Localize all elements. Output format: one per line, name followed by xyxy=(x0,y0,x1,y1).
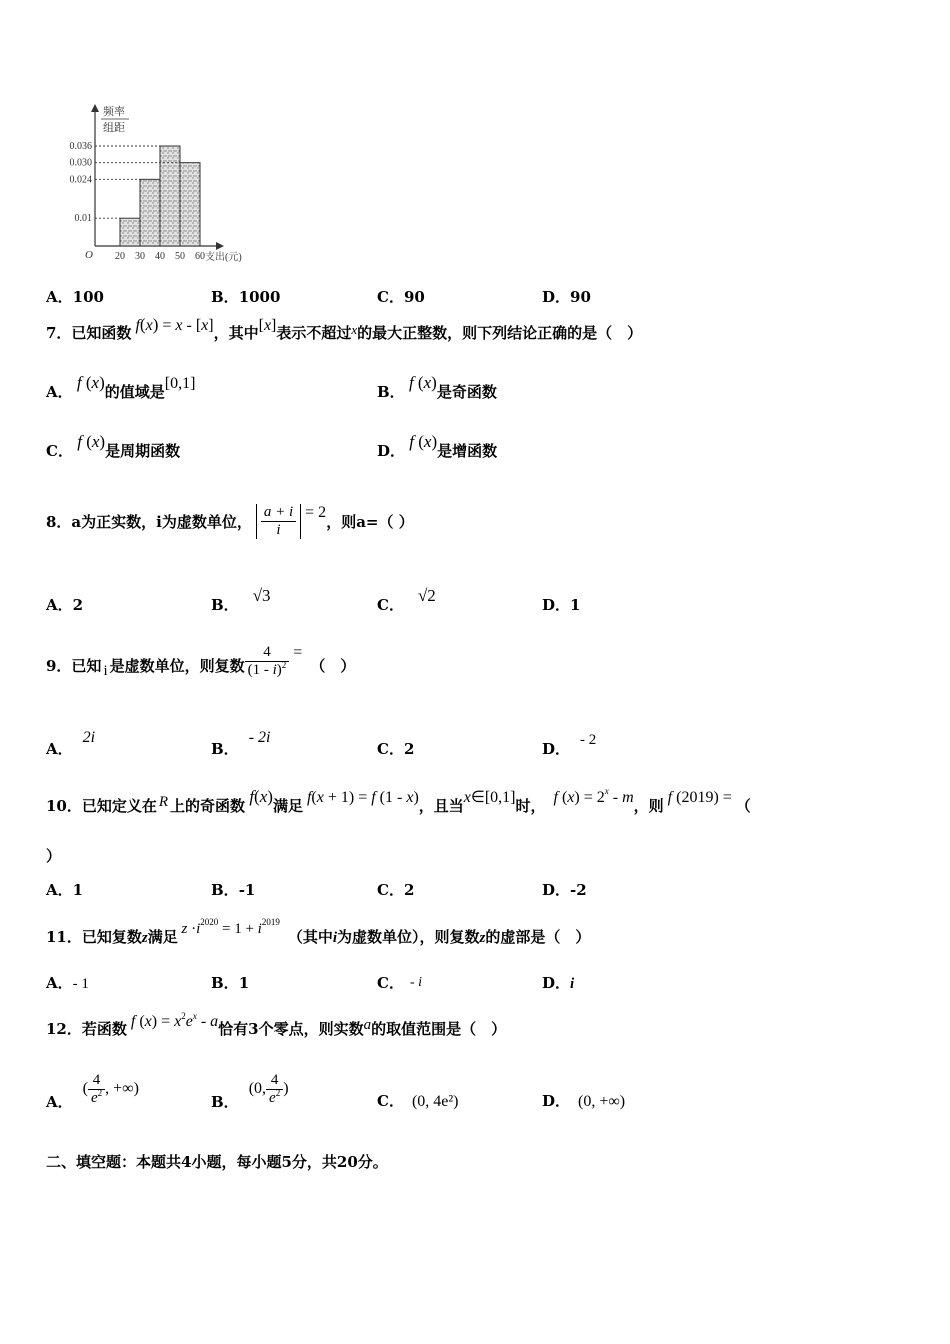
histogram-bar xyxy=(160,146,180,246)
q10-stem-cont: ） xyxy=(46,847,62,865)
q11-option-b[interactable]: B．1 xyxy=(211,974,250,992)
q11-option-c[interactable]: C． - i xyxy=(377,974,423,992)
histogram-chart xyxy=(55,100,270,270)
histogram-bar xyxy=(120,218,140,246)
x-tick-label: 50 xyxy=(175,251,185,262)
q7-option-a[interactable]: A． f (x)的值域是[0,1] xyxy=(46,373,196,401)
q10-option-c[interactable]: C．2 xyxy=(377,881,415,899)
y-tick-label: 0.01 xyxy=(74,213,92,225)
q6-option-c[interactable]: C．90 xyxy=(377,288,425,306)
q6-option-a[interactable]: A．100 xyxy=(46,288,104,306)
q7-option-c[interactable]: C． f (x)是周期函数 xyxy=(46,432,181,460)
q11-option-d[interactable]: D．i xyxy=(542,974,575,992)
q9-option-c[interactable]: C．2 xyxy=(377,740,415,758)
q6-option-b[interactable]: B．1000 xyxy=(211,288,281,306)
q12-stem: 12．若函数 f $(x) = x^2e^x - a$恰有3个零点，则实数a的取值范围是（ ） xyxy=(46,1011,507,1038)
y-axis-arrow xyxy=(91,104,99,112)
q12-option-b[interactable]: B． (0, $\frac{4}{e^2}$ ) xyxy=(211,1071,289,1111)
q10-option-a[interactable]: A．1 xyxy=(46,881,84,899)
origin-label: O xyxy=(85,249,93,261)
q8-option-c[interactable]: C． √2 xyxy=(377,586,436,614)
q9-formula: $\frac{4}{(1 - i)^2}$ xyxy=(245,644,290,679)
q8-option-b[interactable]: B． √3 xyxy=(211,586,271,614)
y-axis-label-top: 频率 xyxy=(103,106,125,118)
q12-option-d[interactable]: D． (0, +∞) xyxy=(542,1092,626,1110)
q7-stem: 7．已知函数 f(x) = x - [x]，其中[x]表示不超过x的最大正整数，则下列结论正确的是（ ） xyxy=(46,315,643,342)
y-axis-label-bottom: 组距 xyxy=(103,122,125,134)
histogram-bar xyxy=(140,179,160,246)
q12-option-a[interactable]: A． ( $\frac{4}{e^2}$ , +∞) xyxy=(46,1071,139,1111)
q7-option-d[interactable]: D． f (x)是增函数 xyxy=(377,432,498,460)
q9-option-a[interactable]: A．2i xyxy=(46,729,96,758)
y-tick-label: 0.030 xyxy=(69,157,92,169)
q6-option-d[interactable]: D．90 xyxy=(542,288,591,306)
q12-option-c[interactable]: C． (0, 4e²) xyxy=(377,1092,459,1110)
q8-formula: $\frac{a + i}{i}$ xyxy=(256,504,301,539)
x-tick-label: 20 xyxy=(115,251,125,262)
q11-option-a[interactable]: A．- 1 xyxy=(46,974,89,992)
x-tick-label: 40 xyxy=(155,251,165,262)
q8-option-a[interactable]: A．2 xyxy=(46,596,84,614)
histogram-bar xyxy=(180,163,200,246)
x-tick-label: 60 xyxy=(195,251,205,262)
q9-stem: 9．已知 i 是虚数单位，则复数 $\frac{4}{(1 - i)^2}$ = （ ） xyxy=(46,643,356,679)
section-2-heading: 二、填空题：本题共4小题，每小题5分，共20分。 xyxy=(46,1153,388,1171)
x-tick-label: 30 xyxy=(135,251,145,262)
x-axis-arrow xyxy=(216,242,224,250)
q7-option-b[interactable]: B． f (x)是奇函数 xyxy=(377,373,497,401)
q11-stem: 11．已知复数z满足 $z \cdot i^{2020} = 1 + i^{2019}$（其中i为虚数单位），则复数z的虚部是（ ） xyxy=(46,917,591,946)
q8-option-d[interactable]: D．1 xyxy=(542,596,581,614)
y-tick-label: 0.036 xyxy=(69,141,92,152)
q9-option-b[interactable]: B．- 2i xyxy=(211,729,271,758)
q10-stem: 10．已知定义在 R 上的奇函数 f(x)满足 f(x + 1) = f (1 - x)，且当x∈[0,1]时， f $(x) = 2^x - m$，则 f (2019) = （ xyxy=(46,786,751,815)
q10-option-b[interactable]: B．-1 xyxy=(211,881,256,899)
q7-formula: f xyxy=(131,317,140,334)
q8-stem: 8．a为正实数，i为虚数单位， $\frac{a + i}{i}$ = 2 ，则a=（ ） xyxy=(46,503,414,538)
q9-option-d[interactable]: D． - 2 xyxy=(542,732,597,758)
x-axis-label: 支出(元) xyxy=(205,252,242,263)
y-tick-label: 0.024 xyxy=(69,174,92,186)
q10-option-d[interactable]: D．-2 xyxy=(542,881,587,899)
